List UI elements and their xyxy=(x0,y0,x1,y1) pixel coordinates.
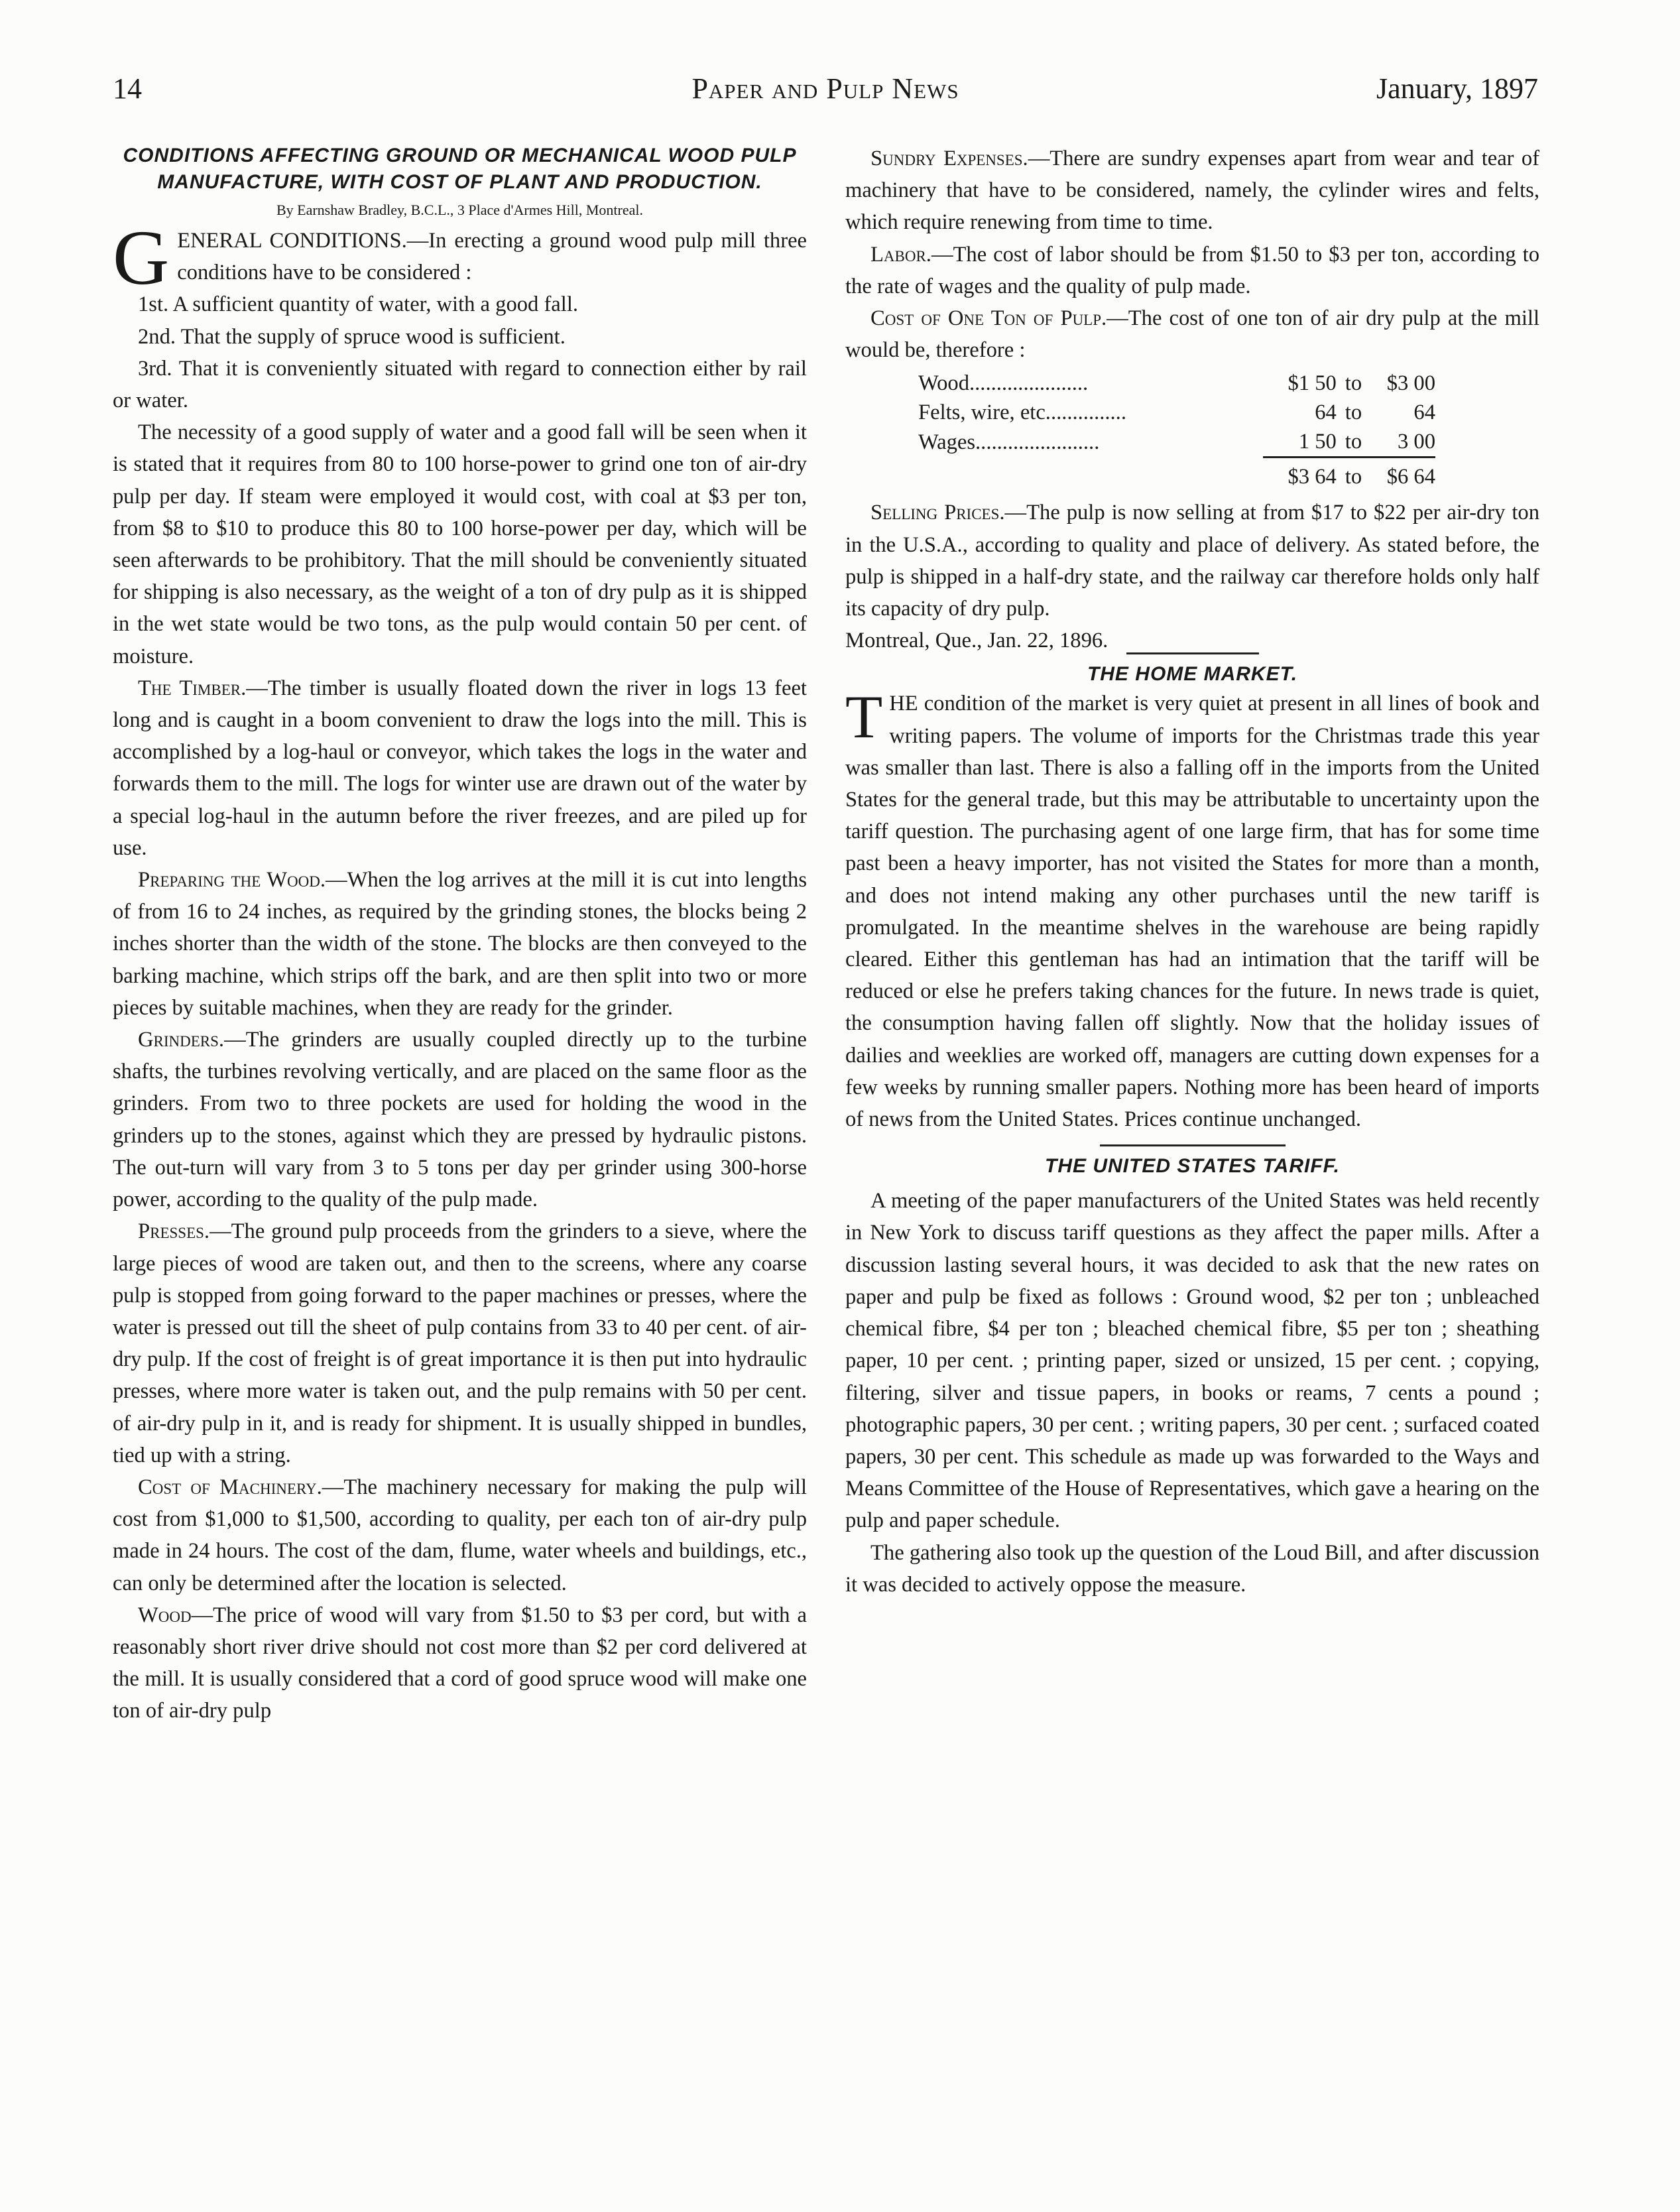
cost-item: Felts, wire, etc............... xyxy=(918,400,1126,425)
article-title-wood-pulp: CONDITIONS AFFECTING GROUND OR MECHANICAL WOOD PULP MANUFACTURE, WITH COST OF PLANT AND PRODUCTION. xyxy=(123,145,797,193)
cost-upto: $3 00 xyxy=(1386,371,1435,396)
paragraph-grinders xyxy=(113,1024,807,1215)
paragraph-wood xyxy=(113,1599,807,1727)
article-title-us-tariff: THE UNITED STATES TARIFF. xyxy=(1045,1155,1340,1178)
signoff: Montreal, Que., Jan. 22, 1896. xyxy=(845,629,1109,653)
presses-head: Presses. xyxy=(138,1219,210,1244)
cost-item: Wages....................... xyxy=(918,430,1100,455)
cost-from: 64 xyxy=(1315,400,1337,425)
labor-body: —The cost of labor should be from $1.50 to $3 per ton, according to the rate of wages and the quality of pulp made. xyxy=(845,242,1539,298)
section-divider xyxy=(1126,652,1259,654)
total-from: $3 64 xyxy=(1263,458,1337,492)
table-row xyxy=(918,369,1435,398)
timber-head: The Timber. xyxy=(138,676,247,700)
column-right xyxy=(845,143,1539,1601)
cost-upto: 64 xyxy=(1413,400,1435,425)
paragraph-tariff-2: The gathering also took up the question of the Loud Bill, and after discussion it was decided to actively oppose the measure. xyxy=(845,1540,1539,1597)
sundry-head: Sundry Expenses. xyxy=(870,147,1028,170)
paragraph-home-market xyxy=(845,683,1539,1135)
cost-to-word: to xyxy=(1345,430,1362,454)
column-left xyxy=(113,143,807,1727)
condition-3: 3rd. That it is conveniently situated with regard to connection either by rail or water. xyxy=(113,356,807,413)
article-title-home-market: THE HOME MARKET. xyxy=(1087,663,1298,686)
preparing-body: —When the log arrives at the mill it is cut into lengths of from 16 to 24 inches, as required by the grinding stones, the blocks being 2 inches shorter than the width of the stone. The blocks are then conveyed to the barking machine, which strips off the bark, and are then split into two or more pieces by suitable machines, when they are ready for the grinder. xyxy=(113,868,807,1020)
cost-upto: 3 00 xyxy=(1397,430,1435,454)
page-number: 14 xyxy=(113,72,142,105)
byline: By Earnshaw Bradley, B.C.L., 3 Place d'Armes Hill, Montreal. xyxy=(276,202,644,218)
issue-date: January, 1897 xyxy=(1376,72,1538,105)
total-upto: $6 64 xyxy=(1362,458,1435,492)
cost-to-word: to xyxy=(1345,400,1362,425)
wood-body: —The price of wood will vary from $1.50 to $3 per cord, but with a reasonably short river drive should not cost more than $2 per cord delivered at the mill. It is usually considered that a cord of good spruce wood will make one ton of air-dry pulp xyxy=(113,1603,807,1723)
page-header xyxy=(113,72,1538,118)
presses-body: —The ground pulp proceeds from the grinders to a sieve, where the large pieces of wood are taken out, and then to the screens, where any coarse pulp is stopped from going forward to the paper machines or presses, where the water is pressed out till the sheet of pulp contains from 33 to 40 per cent. of air-dry pulp. If the cost of freight is of great importance it is then put into hydraulic presses, where more water is taken out, and the pulp remains with 50 per cent. of air-dry pulp in it, and is ready for shipment. It is usually shipped in bundles, tied up with a string. xyxy=(113,1219,807,1467)
selling-body: —The pulp is now selling at from $17 to $22 per air-dry ton in the U.S.A., according to quality and place of delivery. As stated before, the pulp is shipped in a half-dry state, and the railway car therefore holds only half its capacity of dry pulp. xyxy=(845,501,1539,621)
condition-1: 1st. A sufficient quantity of water, with a good fall. xyxy=(138,292,579,317)
preparing-head: Preparing the Wood. xyxy=(138,868,326,892)
cost-item: Wood...................... xyxy=(918,371,1089,396)
paragraph-machinery xyxy=(113,1471,807,1599)
table-row xyxy=(918,398,1435,427)
labor-head: Labor. xyxy=(870,242,931,267)
general-conditions-head: ENERAL CONDITIONS. xyxy=(177,229,407,253)
cost-from: 1 50 xyxy=(1298,430,1337,454)
grinders-head: Grinders. xyxy=(138,1028,225,1052)
cost-from: $1 50 xyxy=(1288,371,1337,396)
condition-2: 2nd. That the supply of spruce wood is sufficient. xyxy=(138,324,566,349)
paragraph-general-conditions xyxy=(113,214,807,301)
paragraph-sundry xyxy=(845,143,1539,239)
paragraph-necessity: The necessity of a good supply of water and a good fall will be seen when it is stated that it requires from 80 to 100 horse-power to grind one ton of air-dry pulp per day. If steam were employed it would cost, with coal at $3 per ton, from $8 to $10 to produce this 80 to 100 horse-power per day, which will be seen afterwards to be prohibitory. That the mill should be conveniently situated for shipping is also necessary, as the weight of a ton of dry pulp as it is shipped in the wet state would be two tons, as the pulp would contain 50 per cent. of moisture. xyxy=(113,420,807,668)
paragraph-timber xyxy=(113,672,807,864)
sundry-body: —There are sundry expenses apart from wear and tear of machinery that have to be considered, namely, the cylinder wires and felts, which require renewing from time to time. xyxy=(845,147,1539,235)
paragraph-labor xyxy=(845,239,1539,302)
paragraph-tariff-1: A meeting of the paper manufacturers of the United States was held recently in New York to discuss tariff questions as they affect the paper mills. After a discussion lasting several hours, it was decided to ask that the new rates on paper and pulp be fixed as follows : Ground wood, $2 per ton ; unbleached chemical fibre, $4 per ton ; bleached chemical fibre, $5 per ton ; sheathing paper, 10 per cent. ; printing paper, sized or unsized, 15 per cent. ; copying, filtering, silver and tissue papers, in books or reams, 7 cents a pound ; photographic papers, 30 per cent. ; writing papers, 30 per cent. ; surfaced coated papers, 30 per cent. This schedule as made up was forwarded to the Ways and Means Committee of the House of Representatives, which gave a hearing on the pulp and paper schedule. xyxy=(845,1189,1539,1533)
paragraph-cost-one-ton xyxy=(845,302,1539,366)
paragraph-presses xyxy=(113,1215,807,1471)
paragraph-preparing xyxy=(113,864,807,1024)
cost-one-ton-head: Cost of One Ton of Pulp. xyxy=(870,306,1107,331)
cost-table xyxy=(918,369,1435,491)
home-market-body: condition of the market is very quiet at present in all lines of book and writing papers. The volume of imports for the Christmas trade this year was smaller than last. There is also a falling off in the imports from the United States for the general trade, but this may be attributable to uncertainty upon the tariff question. The purchasing agent of one large firm, that has for some time past been a heavy importer, has not visited the States for more than a month, and does not intend making any other purchases until the new tariff is promulgated. In the meantime shelves in the warehouse are being rapidly cleared. Either this gentleman has had an intimation that the tariff will be reduced or else he prefers taking chances for the future. In news trade is quiet, the consumption having fallen off slightly. Now that the holiday issues of dailies and weeklies are worked off, managers are cutting down expenses for a few weeks by running smaller papers. Nothing more has been heard of imports of news from the United States. Prices continue unchanged. xyxy=(845,692,1539,1132)
table-row-total xyxy=(918,458,1435,492)
general-conditions-body: —In erecting a ground wood pulp mill three conditions have to be considered : xyxy=(177,229,807,285)
table-row xyxy=(918,427,1435,458)
section-divider xyxy=(1100,1144,1286,1146)
grinders-body: —The grinders are usually coupled directly up to the turbine shafts, the turbines revolving vertically, and are placed on the same floor as the grinders. From two to three pockets are used for holding the wood in the grinders up to the stones, against which they are pressed by hydraulic pistons. The out-turn will vary from 3 to 5 tons per day per grinder using 300-horse power, according to the quality of the pulp made. xyxy=(113,1028,807,1212)
home-market-first-word: HE xyxy=(889,692,918,716)
total-to-word: to xyxy=(1337,458,1362,492)
publication-title: Paper and Pulp News xyxy=(691,72,959,105)
cost-one-ton-body: —The cost of one ton of air dry pulp at the mill would be, therefore : xyxy=(845,306,1539,363)
drop-cap: T xyxy=(845,683,883,751)
selling-head: Selling Prices. xyxy=(870,501,1005,525)
paragraph-selling xyxy=(845,497,1539,625)
machinery-head: Cost of Machinery. xyxy=(138,1475,322,1499)
wood-head: Wood xyxy=(138,1603,192,1627)
cost-to-word: to xyxy=(1345,371,1362,396)
timber-body: —The timber is usually floated down the river in logs 13 feet long and is caught in a boom convenient to draw the logs into the mill. This is accomplished by a log-haul or conveyor, which takes the logs in the water and forwards them to the mill. The logs for winter use are drawn out of the water by a special log-haul in the autumn before the river freezes, and are piled up for use. xyxy=(113,676,807,860)
drop-cap: G xyxy=(113,214,170,301)
machinery-body: —The machinery necessary for making the pulp will cost from $1,000 to $1,500, according to quality, per each ton of air-dry pulp made in 24 hours. The cost of the dam, flume, water wheels and buildings, etc., can only be determined after the location is selected. xyxy=(113,1475,807,1595)
